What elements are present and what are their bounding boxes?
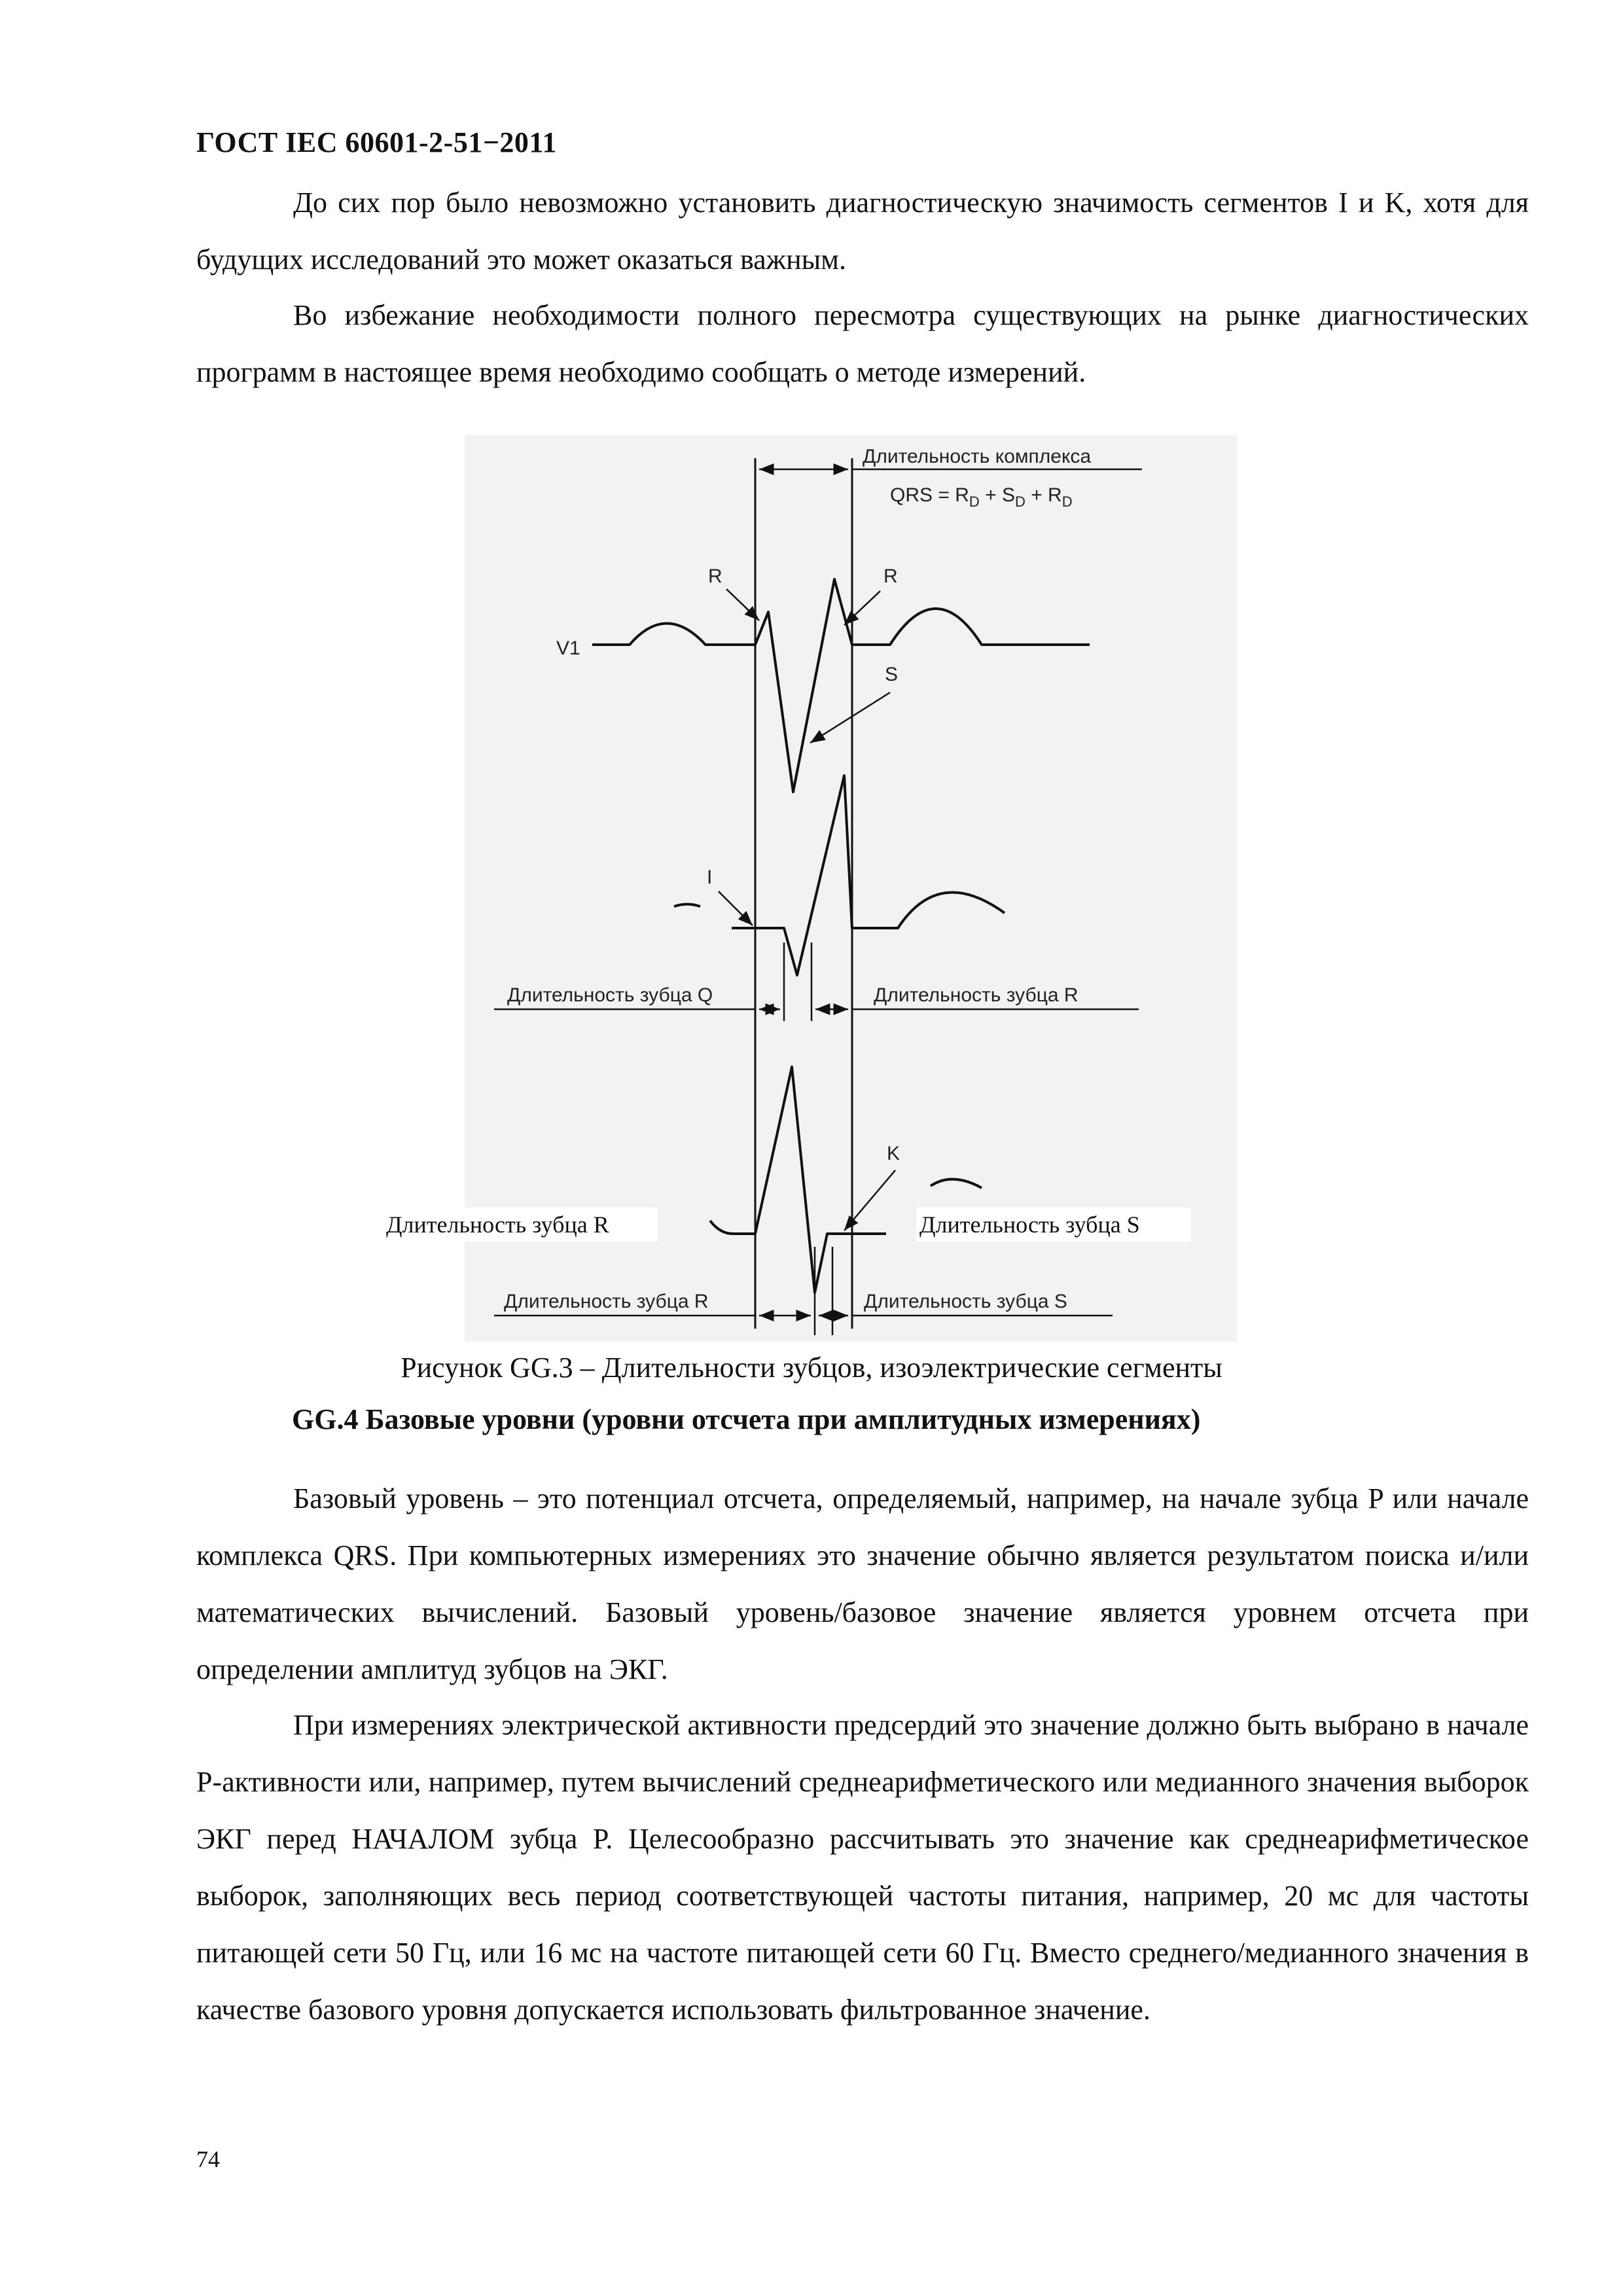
r-duration-overlay-label: Длительность зубца R (386, 1211, 609, 1238)
complex-duration-label: Длительность комплекса (863, 446, 1092, 467)
paragraph-2-text: Во избежание необходимости полного пересмотра существующих на рынке диагностических программ в настоящее время необходимо сообщать о методе измерений. (196, 299, 1529, 388)
paragraph-4-text: При измерениях электрической активности предсердий это значение должно быть выбрано в начале P-активности или, например, путем вычислений среднеарифметического или медианного значения выборок ЭКГ перед НАЧАЛОМ зубца P. Целесообразно рассчитывать это значение как среднеарифметическое выборок, заполняющих весь период соответствующей частоты питания, например, 20 мс для частоты питающей сети 50 Гц, или 16 мс на частоте питающей сети 60 Гц. Вместо среднего/медианного значения в качестве базового уровня допускается использовать фильтрованное значение. (196, 1709, 1529, 2026)
s-duration-label-bottom: Длительность зубца S (864, 1291, 1067, 1312)
k-label: K (887, 1143, 901, 1164)
paragraph-1-text: До сих пор было невозможно установить диагностическую значимость сегментов I и K, хотя для будущих исследований это может оказаться важным. (196, 187, 1529, 276)
r-duration-label-bottom: Длительность зубца R (504, 1291, 709, 1312)
s-duration-overlay-label: Длительность зубца S (919, 1211, 1140, 1238)
section-title: GG.4 Базовые уровни (уровни отсчета при амплитудных измерениях) (292, 1403, 1201, 1435)
page-number: 74 (196, 2146, 220, 2172)
i-label: I (707, 867, 713, 888)
qrs-formula: QRS = $R_D + S_D + R_D$ (890, 484, 1073, 510)
paragraph-3-text: Базовый уровень – это потенциал отсчета, определяемый, например, на начале зубца P или начале комплекса QRS. При компьютерных измерениях это значение обычно является результатом поиска и/или математических вычислений. Базовый уровень/базовое значение является уровнем отсчета при определении амплитуд зубцов на ЭКГ. (196, 1482, 1529, 1685)
lead-v1-label: V1 (556, 637, 580, 659)
r-duration-label-mid: Длительность зубца R (874, 984, 1079, 1006)
q-duration-label: Длительность зубца Q (507, 984, 713, 1006)
figure-caption: Рисунок GG.3 – Длительности зубцов, изоэлектрические сегменты (401, 1352, 1222, 1384)
r-label-right: R (883, 565, 898, 587)
s-label: S (885, 664, 899, 685)
paragraph-3 (196, 1470, 1529, 1698)
document-header: ГОСТ IEC 60601-2-51−2011 (196, 126, 557, 158)
paragraph-4 (196, 1696, 1529, 2038)
r-label-left: R (708, 565, 722, 587)
